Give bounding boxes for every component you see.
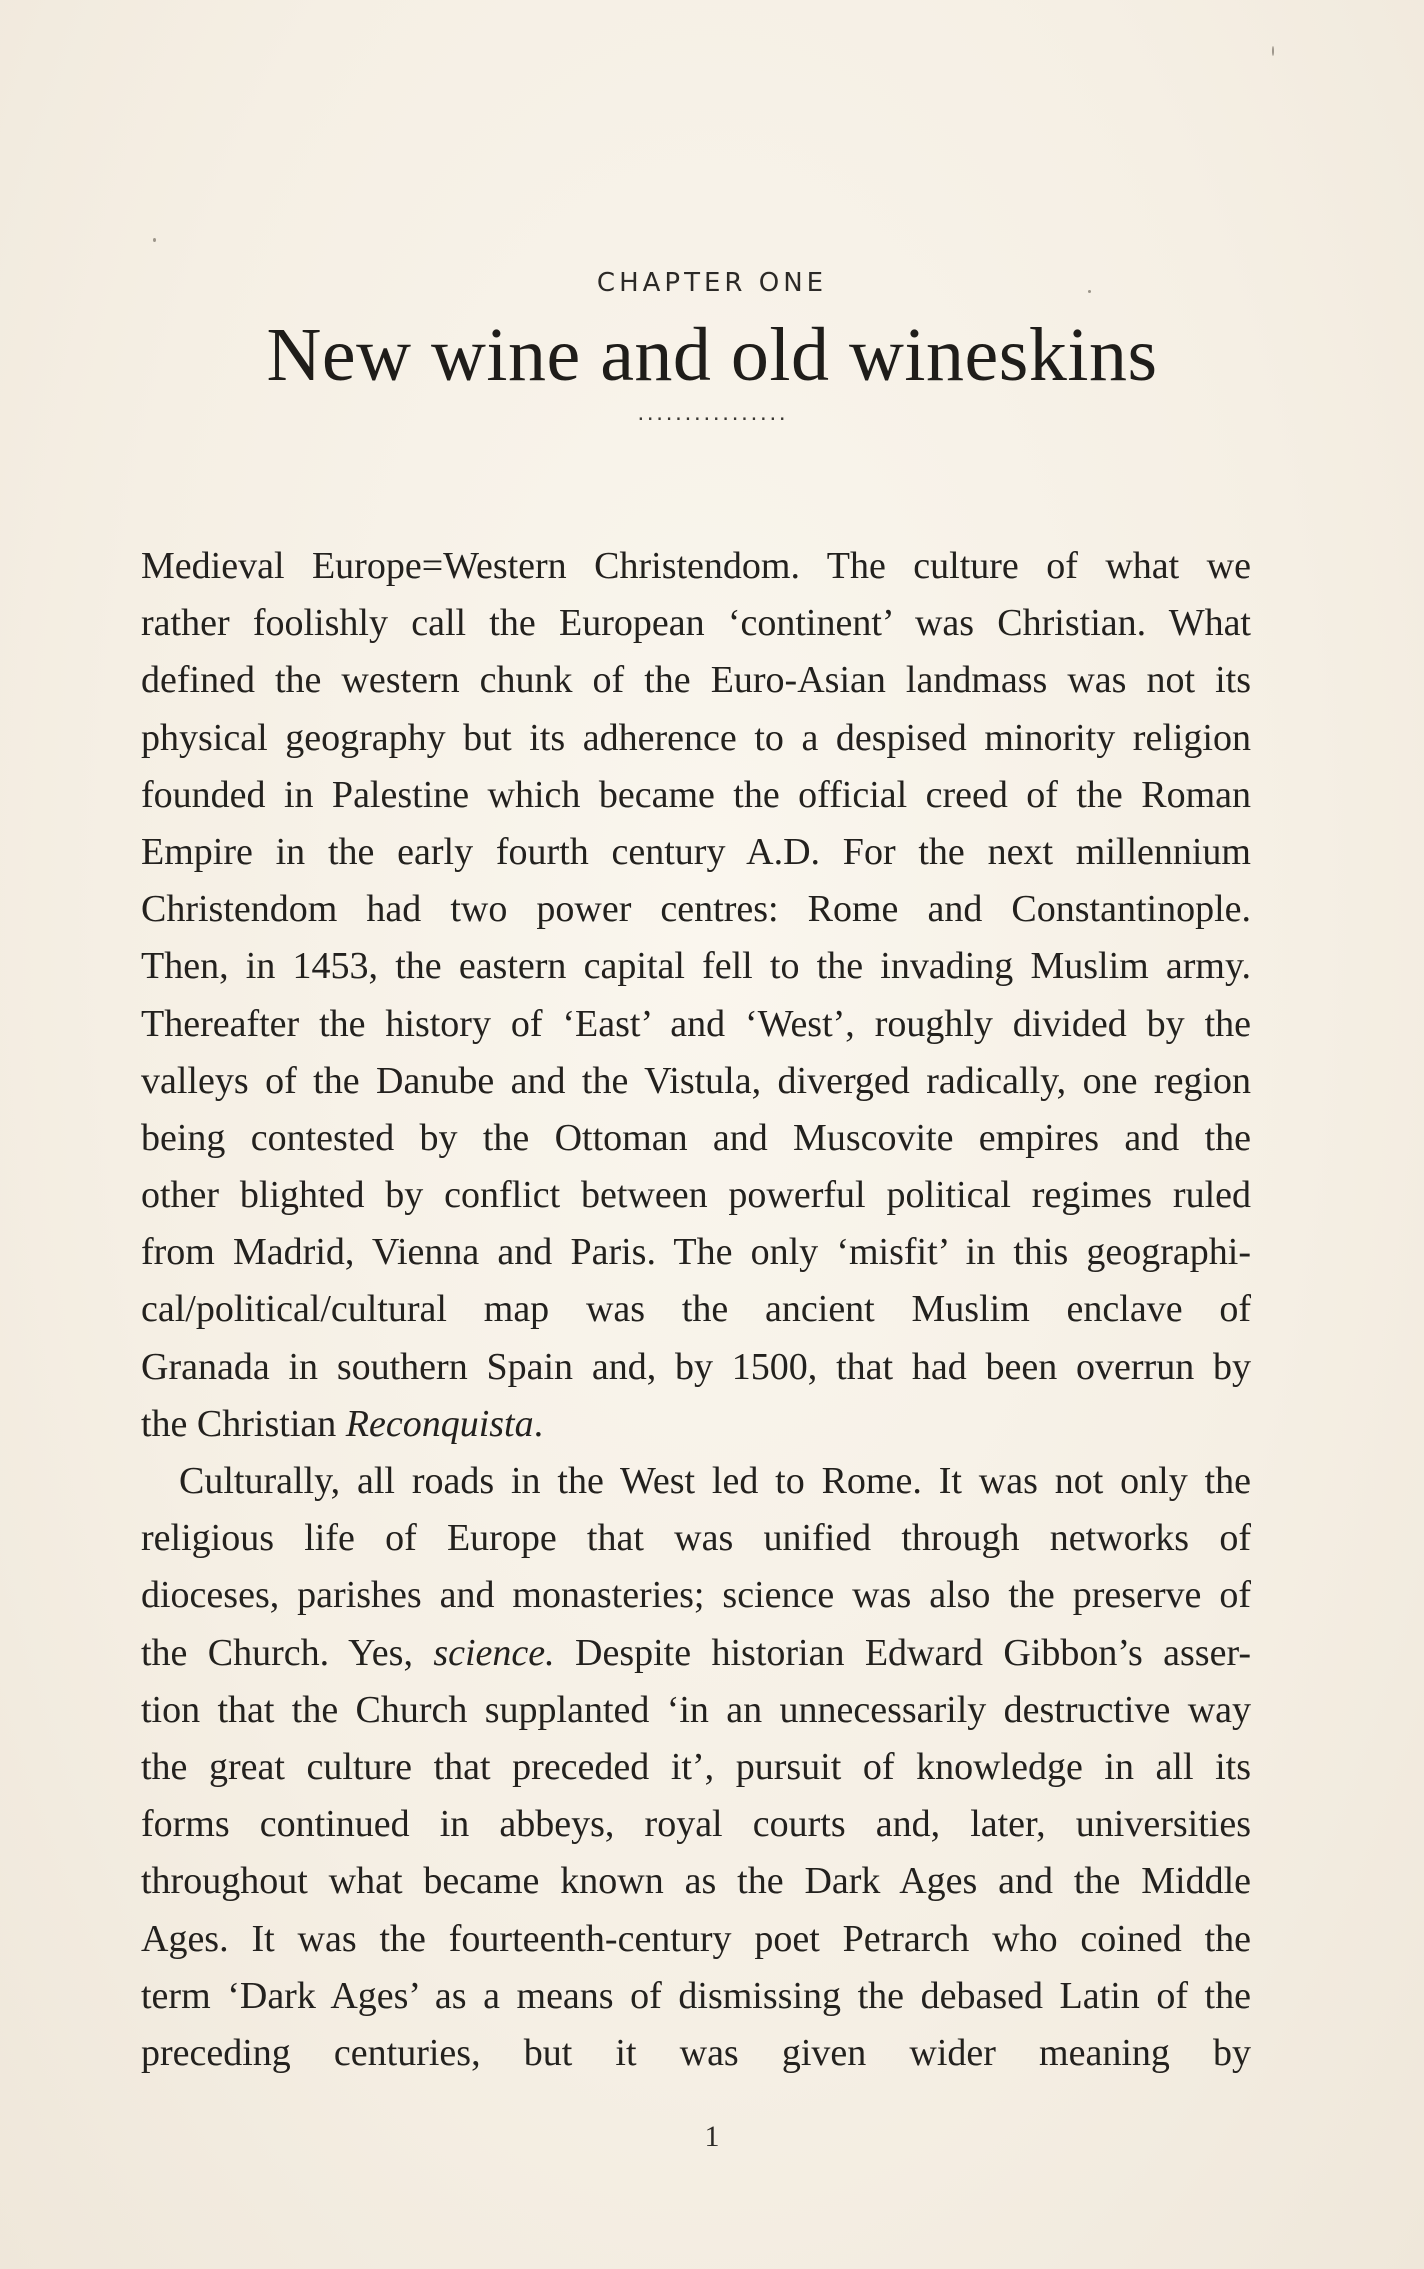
- text-line: the great culture that preceded it’, pursuit of knowledge in all its: [141, 1745, 1251, 1788]
- text-span: the Christian: [141, 1402, 346, 1445]
- text-line: preceding centuries, but it was given wider meaning by: [141, 2031, 1251, 2074]
- text-line: defined the western chunk of the Euro-Asian landmass was not its: [141, 659, 1251, 702]
- title-ornament: ................: [636, 408, 788, 424]
- text-line: physical geography but its adherence to a despised minority religion: [141, 716, 1251, 759]
- text-line: Granada in southern Spain and, by 1500, that had been overrun by: [141, 1345, 1251, 1388]
- text-line: Thereafter the history of ‘East’ and ‘West’, roughly divided by the: [141, 1002, 1251, 1045]
- text-line: [141, 1396, 1251, 1453]
- text-line: tion that the Church supplanted ‘in an unnecessarily destructive way: [141, 1688, 1251, 1731]
- paragraph-2: [141, 1453, 1251, 2082]
- text-line: religious life of Europe that was unified through networks of: [141, 1517, 1251, 1560]
- text-line: valleys of the Danube and the Vistula, diverged radically, one region: [141, 1059, 1251, 1102]
- text-line: dioceses, parishes and monasteries; science was also the preserve of: [141, 1574, 1251, 1617]
- page-number: 1: [704, 2120, 720, 2153]
- chapter-label: CHAPTER ONE: [596, 268, 828, 298]
- text-line: being contested by the Ottoman and Muscovite empires and the: [141, 1116, 1251, 1159]
- text-line: term ‘Dark Ages’ as a means of dismissing the debased Latin of the: [141, 1974, 1251, 2017]
- italic-term: science.: [433, 1631, 555, 1674]
- text-line: rather foolishly call the European ‘continent’ was Christian. What: [141, 602, 1251, 645]
- text-line: [141, 1625, 1251, 1682]
- text-span: Despite historian Edward Gibbon’s asser-: [554, 1631, 1251, 1674]
- paper-speck: [1272, 46, 1274, 56]
- text-line: Then, in 1453, the eastern capital fell to the invading Muslim army.: [141, 945, 1251, 988]
- italic-term: Reconquista: [345, 1402, 534, 1445]
- text-line: Ages. It was the fourteenth-century poet Petrarch who coined the: [141, 1917, 1251, 1960]
- text-line: cal/political/cultural map was the ancient Muslim enclave of: [141, 1288, 1251, 1331]
- text-line: founded in Palestine which became the official creed of the Roman: [141, 773, 1251, 816]
- text-line: from Madrid, Vienna and Paris. The only ‘misfit’ in this geographi-: [141, 1231, 1251, 1274]
- paragraph-1: [141, 538, 1251, 1453]
- text-line: Culturally, all roads in the West led to Rome. It was not only the: [179, 1460, 1251, 1502]
- chapter-title: New wine and old wineskins: [266, 313, 1158, 397]
- text-line: Medieval Europe=Western Christendom. The culture of what we: [141, 545, 1251, 587]
- text-line: Empire in the early fourth century A.D. For the next millennium: [141, 830, 1251, 873]
- paper-speck: [153, 238, 156, 242]
- text-span: .: [533, 1402, 544, 1445]
- text-line: Christendom had two power centres: Rome and Constantinople.: [141, 888, 1251, 931]
- body-text: [141, 538, 1251, 2082]
- text-span: the Church. Yes,: [141, 1631, 434, 1674]
- text-line: throughout what became known as the Dark Ages and the Middle: [141, 1860, 1251, 1903]
- text-line: other blighted by conflict between powerful political regimes ruled: [141, 1174, 1251, 1217]
- text-line: forms continued in abbeys, royal courts and, later, universities: [141, 1803, 1251, 1846]
